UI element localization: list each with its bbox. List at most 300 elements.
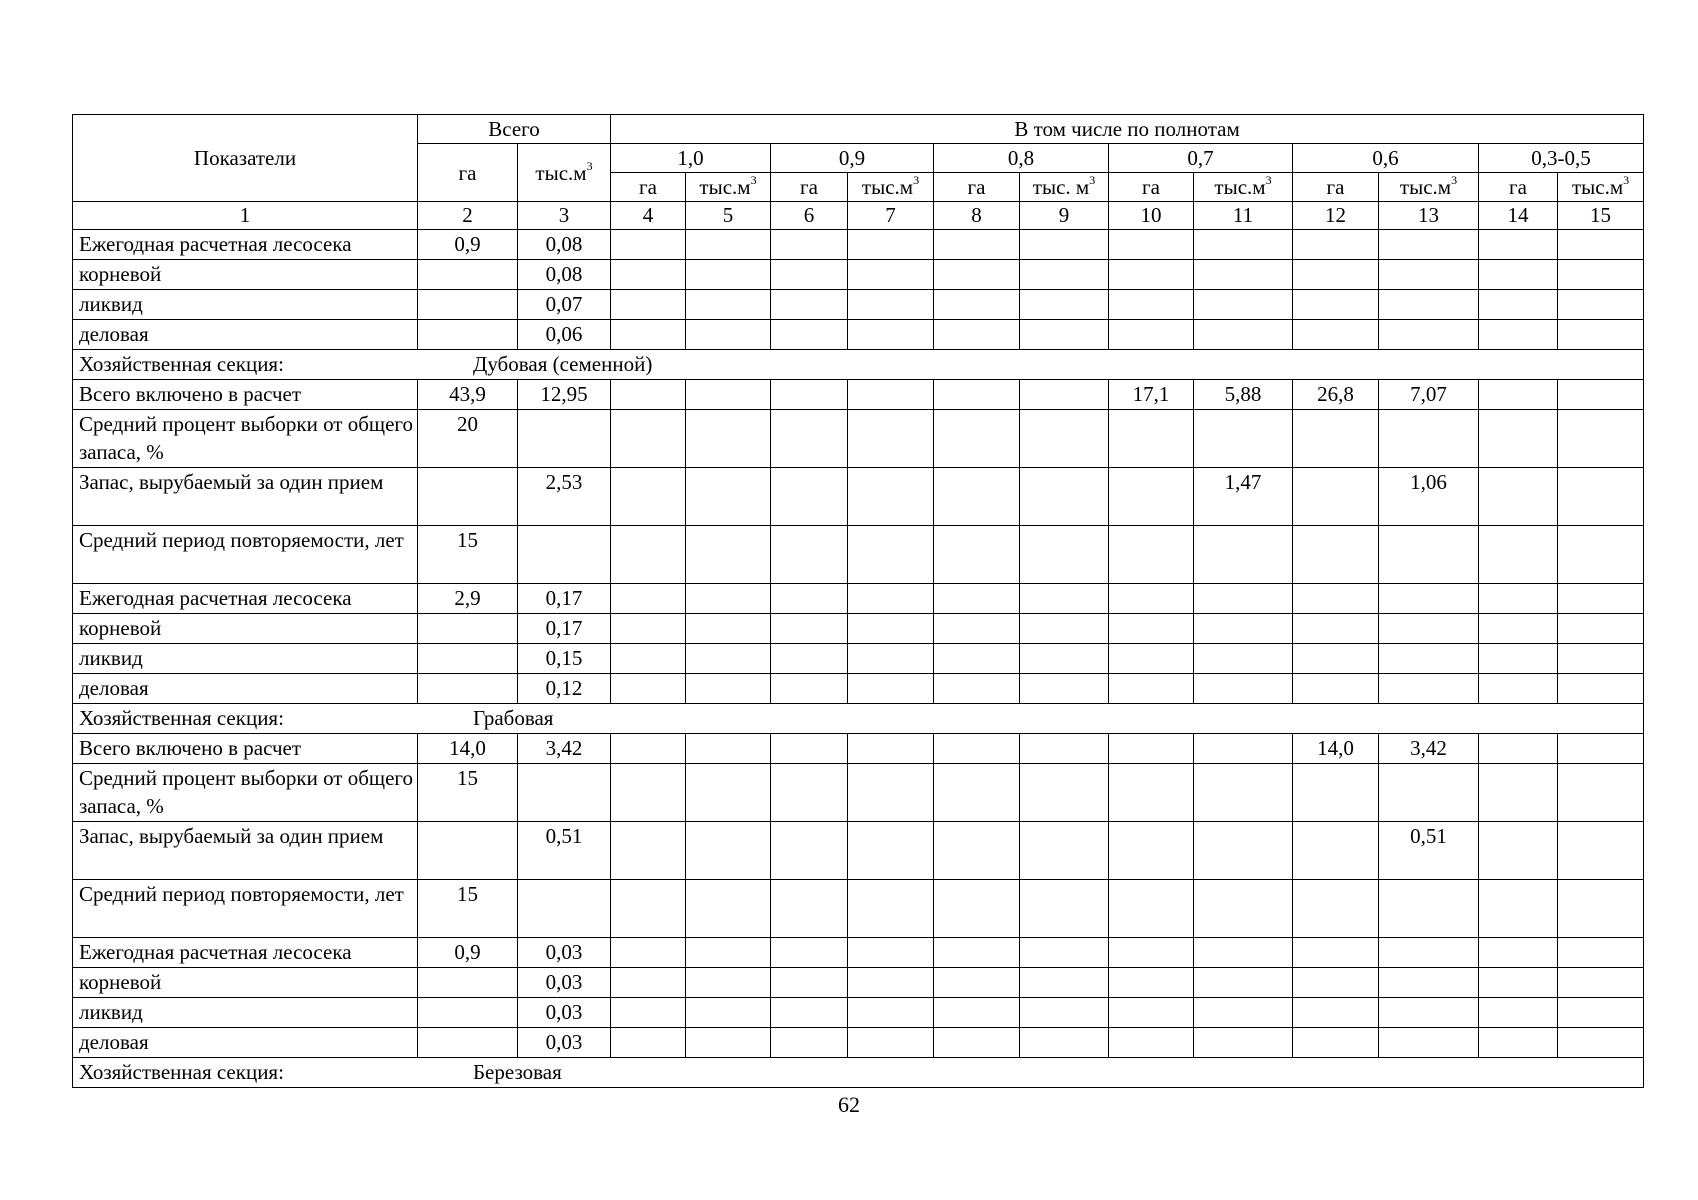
value-cell — [934, 614, 1020, 644]
column-number: 4 — [611, 202, 686, 230]
value-cell: 0,15 — [518, 644, 611, 674]
value-cell — [1558, 468, 1644, 526]
value-cell — [771, 674, 848, 704]
value-cell — [1109, 998, 1194, 1028]
value-cell — [611, 938, 686, 968]
value-cell — [848, 260, 934, 290]
value-cell — [1379, 290, 1479, 320]
value-cell — [1109, 938, 1194, 968]
value-cell — [1020, 260, 1109, 290]
value-cell: 2,53 — [518, 468, 611, 526]
value-cell: 0,17 — [518, 584, 611, 614]
value-cell — [1109, 822, 1194, 880]
value-cell: 0,03 — [518, 1028, 611, 1058]
value-cell — [686, 526, 771, 584]
value-cell — [1479, 764, 1558, 822]
column-number: 1 — [73, 202, 418, 230]
row-label: деловая — [73, 1028, 418, 1058]
value-cell — [848, 644, 934, 674]
ha-subheader: га — [771, 173, 848, 202]
value-cell — [686, 968, 771, 998]
ha-subheader: га — [1293, 173, 1379, 202]
value-cell — [418, 468, 518, 526]
value-cell — [1558, 822, 1644, 880]
column-number: 10 — [1109, 202, 1194, 230]
value-cell — [934, 320, 1020, 350]
value-cell — [1479, 968, 1558, 998]
row-label: ликвид — [73, 644, 418, 674]
density-header: 0,6 — [1293, 144, 1479, 173]
section-name: Грабовая — [473, 706, 554, 730]
value-cell — [934, 764, 1020, 822]
value-cell — [771, 644, 848, 674]
value-cell — [418, 822, 518, 880]
value-cell — [848, 938, 934, 968]
value-cell: 0,03 — [518, 938, 611, 968]
value-cell — [686, 734, 771, 764]
value-cell — [934, 230, 1020, 260]
column-number: 12 — [1293, 202, 1379, 230]
value-cell — [771, 734, 848, 764]
value-cell — [934, 644, 1020, 674]
value-cell — [934, 260, 1020, 290]
value-cell — [1479, 734, 1558, 764]
value-cell — [1109, 526, 1194, 584]
value-cell — [418, 998, 518, 1028]
column-number: 7 — [848, 202, 934, 230]
value-cell — [1109, 260, 1194, 290]
section-cell — [73, 1058, 1644, 1088]
value-cell — [771, 584, 848, 614]
value-cell — [686, 764, 771, 822]
table-row — [73, 764, 1644, 822]
value-cell — [1479, 260, 1558, 290]
value-cell — [686, 674, 771, 704]
value-cell — [1109, 764, 1194, 822]
value-cell — [1558, 938, 1644, 968]
value-cell — [611, 968, 686, 998]
value-cell — [1558, 1028, 1644, 1058]
value-cell — [934, 468, 1020, 526]
value-cell — [1379, 674, 1479, 704]
value-cell — [611, 1028, 686, 1058]
value-cell — [1020, 584, 1109, 614]
row-label: ликвид — [73, 998, 418, 1028]
value-cell — [1379, 880, 1479, 938]
indicators-header: Показатели — [73, 115, 418, 202]
value-cell — [418, 260, 518, 290]
value-cell — [771, 822, 848, 880]
value-cell — [686, 320, 771, 350]
value-cell — [1293, 822, 1379, 880]
by-density-header: В том числе по полнотам — [611, 115, 1644, 144]
value-cell — [518, 410, 611, 468]
section-label: Хозяйственная секция: — [79, 1060, 284, 1084]
value-cell — [686, 260, 771, 290]
value-cell — [848, 822, 934, 880]
value-cell — [1109, 968, 1194, 998]
value-cell — [1293, 526, 1379, 584]
value-cell — [611, 614, 686, 644]
value-cell — [1479, 880, 1558, 938]
value-cell — [1379, 410, 1479, 468]
value-cell — [1194, 674, 1293, 704]
value-cell — [1109, 644, 1194, 674]
value-cell — [771, 1028, 848, 1058]
value-cell — [934, 290, 1020, 320]
value-cell — [848, 468, 934, 526]
table-row — [73, 734, 1644, 764]
value-cell — [418, 674, 518, 704]
value-cell — [1379, 644, 1479, 674]
value-cell — [771, 968, 848, 998]
value-cell — [686, 880, 771, 938]
value-cell — [1194, 822, 1293, 880]
value-cell: 14,0 — [1293, 734, 1379, 764]
value-cell — [1020, 764, 1109, 822]
value-cell — [611, 290, 686, 320]
value-cell: 0,03 — [518, 968, 611, 998]
row-label: Средний период повторяемости, лет — [73, 880, 418, 938]
ha-subheader: га — [611, 173, 686, 202]
value-cell — [1293, 674, 1379, 704]
value-cell — [1109, 584, 1194, 614]
value-cell — [1020, 644, 1109, 674]
volume-subheader: $тыс.м^3$ — [1194, 173, 1293, 202]
value-cell — [848, 290, 934, 320]
value-cell — [1479, 584, 1558, 614]
value-cell — [611, 410, 686, 468]
column-number: 3 — [518, 202, 611, 230]
table-row — [73, 822, 1644, 880]
section-label: Хозяйственная секция: — [79, 352, 284, 376]
value-cell — [934, 1028, 1020, 1058]
value-cell — [848, 526, 934, 584]
ha-subheader: га — [934, 173, 1020, 202]
value-cell — [1558, 260, 1644, 290]
value-cell — [1020, 290, 1109, 320]
value-cell — [1479, 998, 1558, 1028]
table-row — [73, 968, 1644, 998]
value-cell — [418, 614, 518, 644]
value-cell — [1379, 764, 1479, 822]
value-cell — [848, 230, 934, 260]
value-cell: 15 — [418, 880, 518, 938]
volume-subheader: тыс. $м^3$ — [1020, 173, 1109, 202]
value-cell — [934, 968, 1020, 998]
value-cell — [611, 644, 686, 674]
value-cell — [1558, 614, 1644, 644]
volume-subheader: $тыс.м^3$ — [686, 173, 771, 202]
value-cell — [771, 526, 848, 584]
row-label: Ежегодная расчетная лесосека — [73, 938, 418, 968]
value-cell — [848, 320, 934, 350]
value-cell — [418, 320, 518, 350]
value-cell — [1558, 380, 1644, 410]
row-label: корневой — [73, 260, 418, 290]
value-cell — [1479, 230, 1558, 260]
value-cell — [1194, 584, 1293, 614]
value-cell — [611, 320, 686, 350]
value-cell: 0,9 — [418, 230, 518, 260]
value-cell — [848, 1028, 934, 1058]
table-row — [73, 614, 1644, 644]
value-cell — [686, 644, 771, 674]
value-cell — [1558, 734, 1644, 764]
value-cell — [934, 822, 1020, 880]
density-header: 1,0 — [611, 144, 771, 173]
ha-subheader: га — [1109, 173, 1194, 202]
value-cell — [1293, 468, 1379, 526]
row-label: Запас, вырубаемый за один прием — [73, 822, 418, 880]
value-cell: 12,95 — [518, 380, 611, 410]
table-row — [73, 320, 1644, 350]
value-cell — [611, 880, 686, 938]
value-cell — [771, 880, 848, 938]
value-cell — [1020, 380, 1109, 410]
value-cell — [848, 764, 934, 822]
row-label: Запас, вырубаемый за один прием — [73, 468, 418, 526]
value-cell — [1020, 968, 1109, 998]
value-cell — [1379, 1028, 1479, 1058]
value-cell — [934, 880, 1020, 938]
value-cell: 0,9 — [418, 938, 518, 968]
value-cell — [1379, 584, 1479, 614]
value-cell: 7,07 — [1379, 380, 1479, 410]
section-name: Березовая — [473, 1060, 562, 1084]
value-cell — [1379, 938, 1479, 968]
value-cell — [686, 938, 771, 968]
row-label: Средний процент выборки от общего запаса, % — [73, 410, 418, 468]
value-cell — [1293, 998, 1379, 1028]
value-cell — [611, 380, 686, 410]
value-cell: 1,47 — [1194, 468, 1293, 526]
density-header: 0,9 — [771, 144, 934, 173]
section-cell — [73, 350, 1644, 380]
value-cell — [771, 468, 848, 526]
value-cell: 15 — [418, 764, 518, 822]
header-row-1 — [73, 115, 1644, 144]
section-row — [73, 1058, 1644, 1088]
value-cell — [1109, 230, 1194, 260]
volume-subheader: $тыс.м^3$ — [848, 173, 934, 202]
value-cell — [1109, 734, 1194, 764]
value-cell — [686, 380, 771, 410]
section-cell — [73, 704, 1644, 734]
value-cell: 17,1 — [1109, 380, 1194, 410]
row-label: деловая — [73, 320, 418, 350]
row-label: корневой — [73, 968, 418, 998]
value-cell — [1020, 230, 1109, 260]
value-cell — [1293, 644, 1379, 674]
column-number-row — [73, 202, 1644, 230]
value-cell — [686, 1028, 771, 1058]
value-cell — [1020, 880, 1109, 938]
value-cell: 0,03 — [518, 998, 611, 1028]
value-cell — [848, 584, 934, 614]
value-cell — [1109, 1028, 1194, 1058]
value-cell — [1109, 468, 1194, 526]
value-cell — [418, 644, 518, 674]
value-cell — [1020, 822, 1109, 880]
value-cell — [848, 674, 934, 704]
density-header: 0,3-0,5 — [1479, 144, 1644, 173]
value-cell — [1379, 526, 1479, 584]
value-cell: 26,8 — [1293, 380, 1379, 410]
row-label: Всего включено в расчет — [73, 734, 418, 764]
value-cell — [1379, 614, 1479, 644]
value-cell — [1379, 230, 1479, 260]
value-cell — [771, 260, 848, 290]
value-cell: 0,51 — [518, 822, 611, 880]
value-cell — [1194, 968, 1293, 998]
row-label: Всего включено в расчет — [73, 380, 418, 410]
value-cell: 2,9 — [418, 584, 518, 614]
value-cell — [771, 938, 848, 968]
value-cell — [611, 230, 686, 260]
table-row — [73, 260, 1644, 290]
value-cell — [611, 674, 686, 704]
table-body — [73, 230, 1644, 1088]
total-header: Всего — [418, 115, 611, 144]
value-cell — [1558, 968, 1644, 998]
value-cell — [771, 320, 848, 350]
value-cell — [1293, 1028, 1379, 1058]
value-cell — [686, 998, 771, 1028]
total-volume-header: $тыс.м^3$ — [518, 144, 611, 202]
value-cell — [1479, 380, 1558, 410]
value-cell — [848, 614, 934, 644]
value-cell — [1558, 290, 1644, 320]
value-cell — [1479, 822, 1558, 880]
value-cell — [1194, 290, 1293, 320]
value-cell — [1194, 734, 1293, 764]
value-cell — [1109, 290, 1194, 320]
column-number: 2 — [418, 202, 518, 230]
value-cell — [1293, 320, 1379, 350]
value-cell — [1558, 880, 1644, 938]
value-cell — [1194, 526, 1293, 584]
value-cell — [686, 584, 771, 614]
value-cell — [611, 260, 686, 290]
value-cell — [1293, 614, 1379, 644]
column-number: 6 — [771, 202, 848, 230]
value-cell — [1194, 764, 1293, 822]
section-label: Хозяйственная секция: — [79, 706, 284, 730]
value-cell — [1558, 998, 1644, 1028]
value-cell — [1020, 468, 1109, 526]
value-cell — [1194, 614, 1293, 644]
column-number: 14 — [1479, 202, 1558, 230]
value-cell — [1194, 998, 1293, 1028]
row-label: корневой — [73, 614, 418, 644]
value-cell — [611, 468, 686, 526]
value-cell: 1,06 — [1379, 468, 1479, 526]
table-row — [73, 380, 1644, 410]
column-number: 8 — [934, 202, 1020, 230]
value-cell — [1194, 410, 1293, 468]
value-cell — [1558, 320, 1644, 350]
value-cell — [848, 734, 934, 764]
value-cell — [1293, 968, 1379, 998]
value-cell — [1479, 614, 1558, 644]
value-cell — [1194, 1028, 1293, 1058]
value-cell — [1558, 230, 1644, 260]
table-row — [73, 410, 1644, 468]
table-row — [73, 998, 1644, 1028]
value-cell — [1479, 644, 1558, 674]
value-cell — [1194, 938, 1293, 968]
value-cell — [771, 410, 848, 468]
value-cell — [1109, 614, 1194, 644]
density-header: 0,8 — [934, 144, 1109, 173]
value-cell — [1479, 468, 1558, 526]
value-cell — [611, 526, 686, 584]
row-label: Средний период повторяемости, лет — [73, 526, 418, 584]
value-cell — [1194, 260, 1293, 290]
value-cell — [1194, 320, 1293, 350]
value-cell — [1293, 260, 1379, 290]
value-cell — [686, 290, 771, 320]
value-cell — [611, 584, 686, 614]
value-cell — [1194, 880, 1293, 938]
table-row — [73, 644, 1644, 674]
section-name: Дубовая (семенной) — [473, 352, 653, 376]
table-row — [73, 674, 1644, 704]
value-cell — [1558, 410, 1644, 468]
value-cell — [418, 1028, 518, 1058]
value-cell — [418, 290, 518, 320]
value-cell — [1020, 938, 1109, 968]
value-cell — [1558, 526, 1644, 584]
value-cell — [934, 938, 1020, 968]
table-row — [73, 290, 1644, 320]
value-cell — [1293, 410, 1379, 468]
value-cell: 0,51 — [1379, 822, 1479, 880]
value-cell — [611, 734, 686, 764]
value-cell: 3,42 — [1379, 734, 1479, 764]
table-row — [73, 526, 1644, 584]
value-cell — [611, 822, 686, 880]
value-cell — [1293, 764, 1379, 822]
value-cell — [1194, 644, 1293, 674]
value-cell — [934, 584, 1020, 614]
value-cell — [686, 468, 771, 526]
value-cell — [1194, 230, 1293, 260]
value-cell: 0,08 — [518, 230, 611, 260]
value-cell: 20 — [418, 410, 518, 468]
value-cell — [848, 380, 934, 410]
value-cell — [771, 614, 848, 644]
value-cell — [1558, 674, 1644, 704]
table-row — [73, 584, 1644, 614]
value-cell — [686, 230, 771, 260]
value-cell — [686, 822, 771, 880]
table-row — [73, 938, 1644, 968]
section-row — [73, 350, 1644, 380]
column-number: 5 — [686, 202, 771, 230]
value-cell — [518, 764, 611, 822]
value-cell — [1020, 320, 1109, 350]
value-cell — [771, 230, 848, 260]
value-cell — [1379, 320, 1479, 350]
value-cell — [686, 410, 771, 468]
value-cell — [1558, 584, 1644, 614]
value-cell — [934, 526, 1020, 584]
forest-inventory-table — [72, 114, 1644, 1088]
value-cell: 0,06 — [518, 320, 611, 350]
value-cell — [1020, 410, 1109, 468]
